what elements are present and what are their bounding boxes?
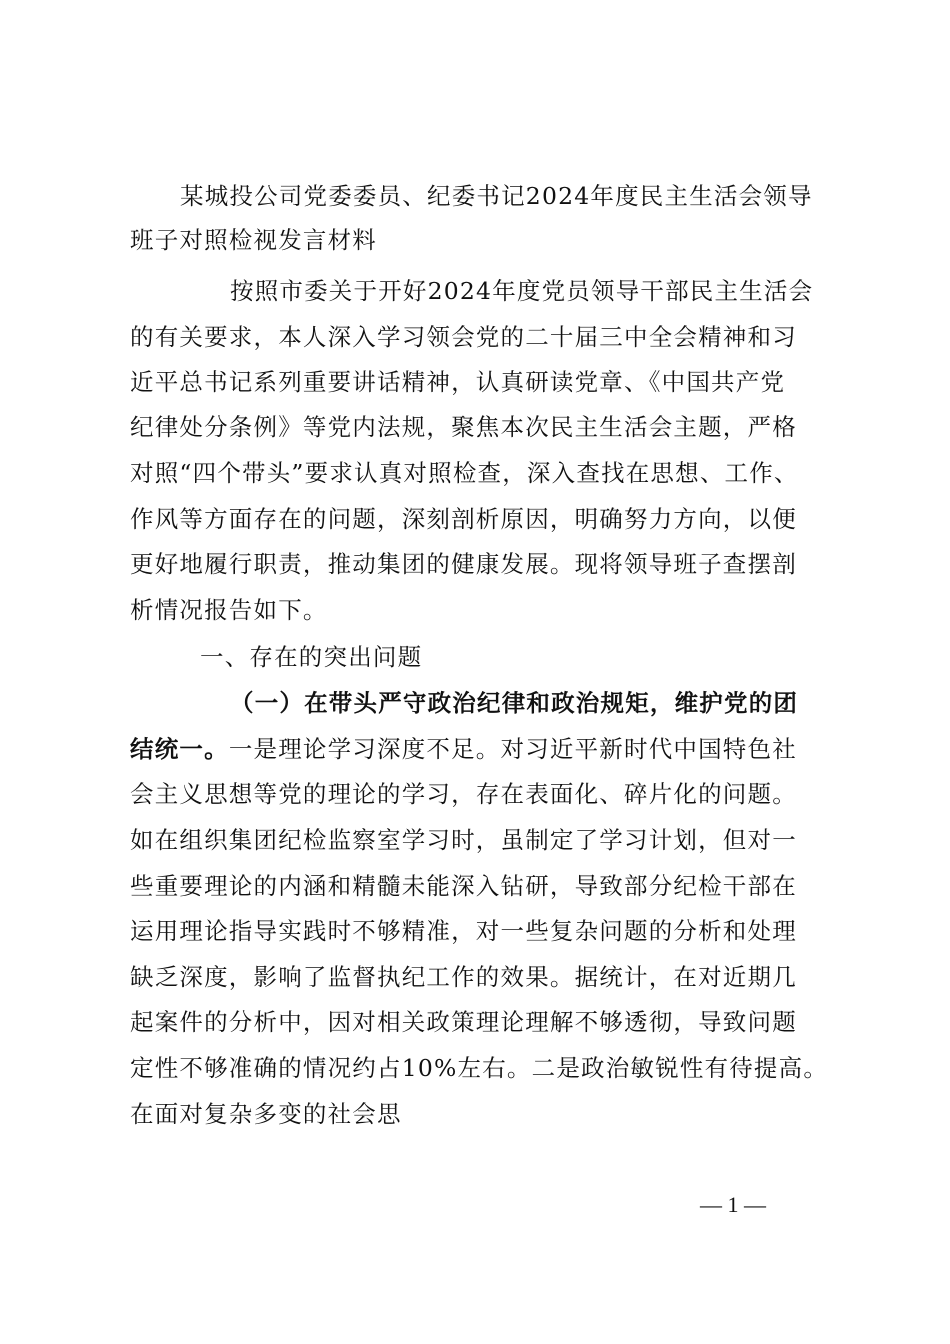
body-line-9: 在面对复杂多变的社会思 xyxy=(130,1100,402,1128)
body-line-3: 如在组织集团纪检监察室学习时，虽制定了学习计划，但对一 xyxy=(130,826,797,854)
body-line-1: 一是理论学习深度不足。对习近平新时代中国特色社 xyxy=(228,735,797,763)
sub-heading-continuation: 结统一。 xyxy=(130,735,229,763)
intro-line-5: 对照“四个带头”要求认真对照检查，深入查找在思想、工作、 xyxy=(130,459,799,487)
intro-line-7: 更好地履行职责，推动集团的健康发展。现将领导班子查摆剖 xyxy=(130,550,797,578)
body-line-6: 缺乏深度，影响了监督执纪工作的效果。据统计，在对近期几 xyxy=(130,963,797,991)
body-line-7: 起案件的分析中，因对相关政策理论理解不够透彻，导致问题 xyxy=(130,1008,797,1036)
body-line-5: 运用理论指导实践时不够精准，对一些复杂问题的分析和处理 xyxy=(130,917,797,945)
intro-line-6: 作风等方面存在的问题，深刻剖析原因，明确努力方向，以便 xyxy=(130,505,797,533)
intro-line-2: 的有关要求，本人深入学习领会党的二十届三中全会精神和习 xyxy=(130,323,797,351)
sub-heading-line-1: （一）在带头严守政治纪律和政治规矩，维护党的团 xyxy=(230,689,799,717)
sub-heading-line-2 xyxy=(130,733,830,765)
body-line-4: 些重要理论的内涵和精髓未能深入钻研，导致部分纪检干部在 xyxy=(130,872,797,900)
intro-line-1: 按照市委关于开好2024年度党员领导干部民主生活会 xyxy=(230,277,814,305)
intro-line-4: 纪律处分条例》等党内法规，聚焦本次民主生活会主题，严格 xyxy=(130,413,797,441)
section-heading: 一、存在的突出问题 xyxy=(200,643,423,671)
body-line-8: 定性不够准确的情况约占10%左右。二是政治敏锐性有待提高。 xyxy=(130,1054,829,1082)
page-number: — 1 — xyxy=(700,1192,766,1217)
body-line-2: 会主义思想等党的理论的学习，存在表面化、碎片化的问题。 xyxy=(130,780,797,808)
intro-line-3: 近平总书记系列重要讲话精神，认真研读党章、《中国共产党 xyxy=(130,368,786,396)
intro-line-8: 析情况报告如下。 xyxy=(130,596,328,624)
document-title-line-2: 班子对照检视发言材料 xyxy=(130,226,377,254)
document-title-line-1: 某城投公司党委委员、纪委书记2024年度民主生活会领导 xyxy=(180,182,813,210)
